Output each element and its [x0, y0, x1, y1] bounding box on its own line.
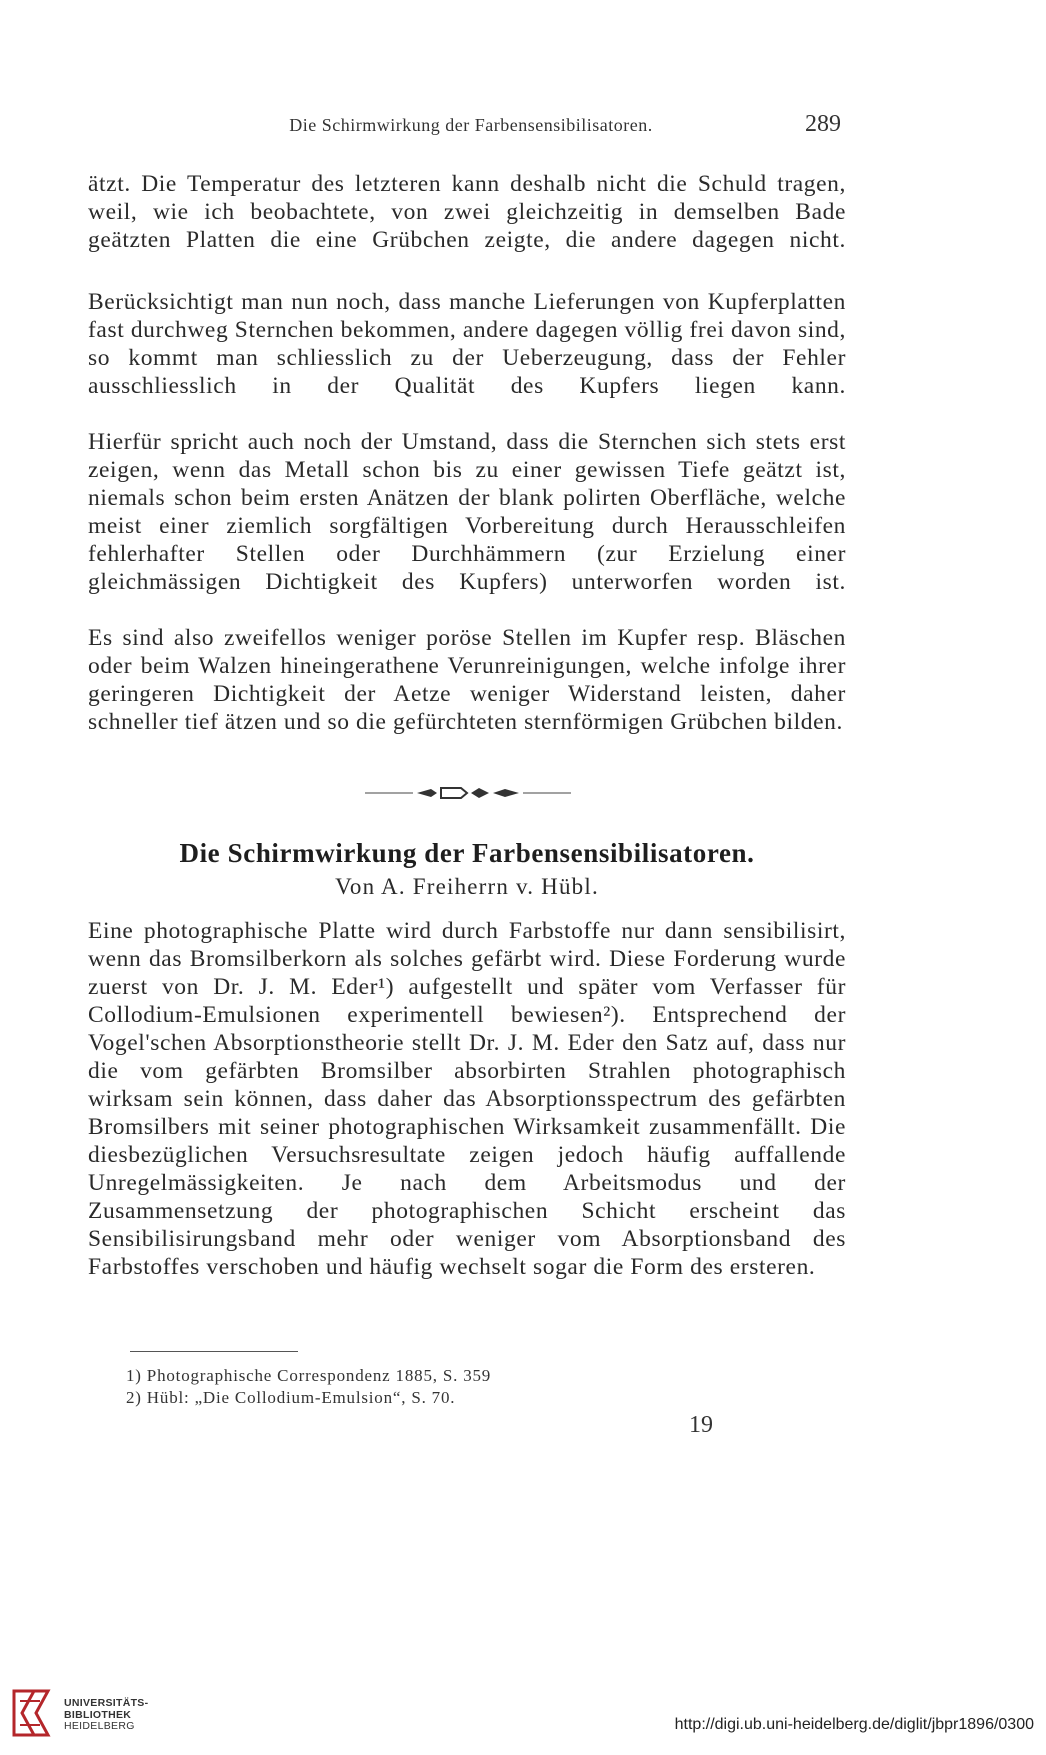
page-number: 289	[805, 111, 841, 137]
footnote-divider	[130, 1351, 298, 1352]
paragraph-1: ätzt. Die Temperatur des letzteren kann deshalb nicht die Schuld tragen, weil, wie ich beobachtete, von zwei gleichzeitig in demselben Bade geätzten Platten die eine Grübchen zeigte, die andere dagegen nicht.	[88, 171, 846, 253]
library-name-line-2: BIBLIOTHEK	[64, 1708, 132, 1721]
article-paragraph: Eine photographische Platte wird durch Farbstoffe nur dann sensibilisirt, wenn das Bromsilberkorn als solches gefärbt wird. Diese Forderung wurde zuerst von Dr. J. M. Eder¹) aufgestellt und später vom Verfasser für Collodium-Emulsionen experimentell bewiesen²). Entsprechend der Vogel'schen Absorptionstheorie stellt Dr. J. M. Eder den Satz auf, dass nur die vom gefärbten Bromsilber absorbirten Strahlen photographisch wirksam sein können, dass daher das Absorptionsspectrum des gefärbten Bromsilbers mit seiner photographischen Wirksamkeit zusammenfällt. Die diesbezüglichen Versuchsresultate zeigen jedoch häufig auffallende Unregelmässigkeiten. Je nach dem Arbeitsmodus und der Zusammensetzung der photographischen Schicht erscheint das Sensibilisirungsband mehr oder weniger vom Absorptionsband des Farbstoffes verschoben und häufig wechselt sogar die Form des ersteren.	[88, 918, 846, 1280]
source-url-link[interactable]: http://digi.ub.uni-heidelberg.de/diglit/jbpr1896/0300	[674, 1716, 1034, 1733]
article-byline: Von A. Freiherrn v. Hübl.	[335, 874, 599, 899]
library-logo-icon	[10, 1687, 58, 1739]
library-name-line-3: HEIDELBERG	[64, 1720, 135, 1732]
ornament-divider-icon	[365, 786, 571, 800]
footnote-1: 1) Photographische Correspondenz 1885, S. 359	[126, 1366, 492, 1385]
signature-mark: 19	[689, 1412, 713, 1438]
library-name	[64, 1698, 148, 1733]
paragraph-4: Es sind also zweifellos weniger poröse Stellen im Kupfer resp. Bläschen oder beim Walzen hineingerathene Verunreinigungen, welche infolge ihrer geringeren Dichtigkeit der Aetze weniger Widerstand leisten, daher schneller tief ätzen und so die gefürchteten sternförmigen Grübchen bilden.	[88, 625, 846, 735]
library-name-line-1: UNIVERSITÄTS-	[64, 1697, 149, 1709]
footnote-2: 2) Hübl: „Die Collodium-Emulsion“, S. 70.	[126, 1388, 456, 1407]
paragraph-3: Hierfür spricht auch noch der Umstand, dass die Sternchen sich stets erst zeigen, wenn das Metall schon bis zu einer gewissen Tiefe geätzt ist, niemals schon beim ersten Anätzen der blank polirten Oberfläche, welche meist einer ziemlich sorgfältigen Vorbereitung durch Herausschleifen fehlerhafter Stellen oder Durchhämmern (zur Erzielung einer gleichmässigen Dichtigkeit des Kupfers) unterworfen worden ist.	[88, 429, 846, 595]
paragraph-2: Berücksichtigt man nun noch, dass manche Lieferungen von Kupferplatten fast durchweg Sternchen bekommen, andere dagegen völlig frei davon sind, so kommt man schliesslich zu der Ueberzeugung, dass der Fehler ausschliesslich in der Qualität des Kupfers liegen kann.	[88, 289, 846, 399]
running-head: Die Schirmwirkung der Farbensensibilisatoren.	[289, 115, 653, 135]
article-title: Die Schirmwirkung der Farbensensibilisatoren.	[179, 838, 755, 868]
